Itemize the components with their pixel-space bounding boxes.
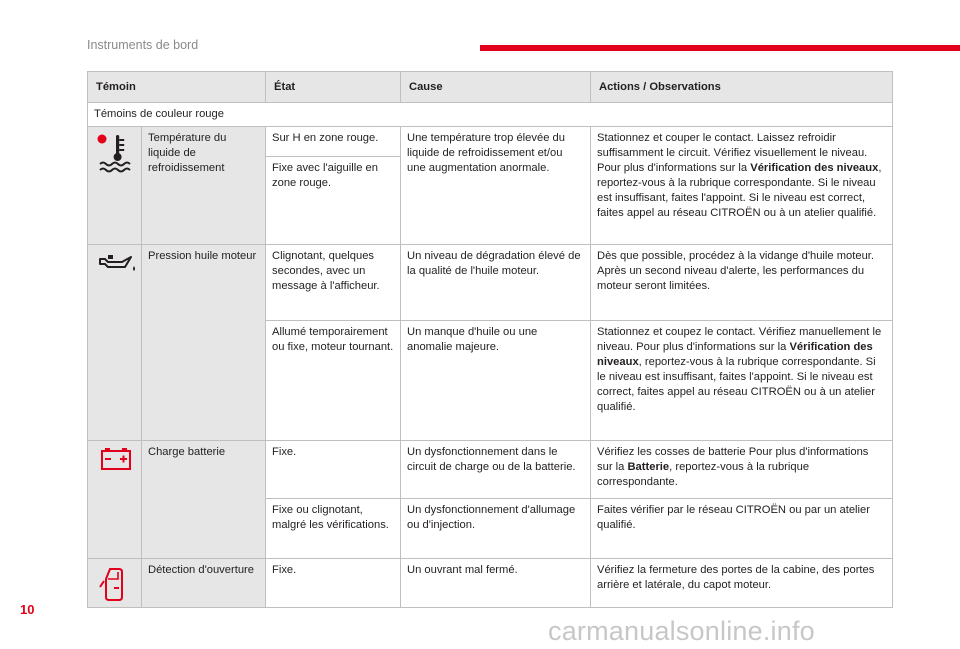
door-actions: Vérifiez la fermeture des portes de la cabine, des portes arrière et latérale, du capot moteur. [591, 559, 893, 608]
oil-state-2: Allumé temporairement ou fixe, moteur tournant. [266, 321, 401, 441]
coolant-actions [591, 127, 893, 245]
coolant-cause: Une température trop élevée du liquide de refroidissement et/ou une augmentation anormale. [401, 127, 591, 245]
coolant-name: Température du liquide de refroidissement [142, 127, 266, 245]
warning-lights-table [87, 71, 893, 608]
oil-actions-bold: Vérification des niveaux [597, 341, 873, 368]
table-row [88, 559, 893, 608]
coolant-actions-bold: Vérification des niveaux [750, 162, 879, 174]
oil-state-1: Clignotant, quelques secondes, avec un message à l'afficheur. [266, 245, 401, 321]
battery-state-2: Fixe ou clignotant, malgré les vérifications. [266, 499, 401, 559]
watermark: carmanualsonline.info [548, 616, 815, 646]
coolant-state-2: Fixe avec l'aiguille en zone rouge. [266, 157, 401, 245]
battery-cause-1: Un dysfonctionnement dans le circuit de charge ou de la batterie. [401, 441, 591, 499]
oil-cause-2: Un manque d'huile ou une anomalie majeure. [401, 321, 591, 441]
column-header-actions: Actions / Observations [591, 72, 893, 103]
battery-actions-bold: Batterie [627, 461, 670, 473]
section-row [88, 103, 893, 127]
oil-cause-1: Un niveau de dégradation élevé de la qualité de l'huile moteur. [401, 245, 591, 321]
oil-pressure-icon [88, 245, 142, 441]
door-cause: Un ouvrant mal fermé. [401, 559, 591, 608]
section-title: Témoins de couleur rouge [88, 103, 893, 127]
table-header-row [88, 72, 893, 103]
column-header-etat: État [266, 72, 401, 103]
door-name: Détection d'ouverture [142, 559, 266, 608]
page-header-title: Instruments de bord [87, 38, 199, 52]
battery-name: Charge batterie [142, 441, 266, 559]
header-accent-bar [480, 45, 960, 51]
battery-actions-1 [591, 441, 893, 499]
battery-state-1: Fixe. [266, 441, 401, 499]
oil-name: Pression huile moteur [142, 245, 266, 441]
oil-actions-text-b: , reportez-vous à la rubrique correspondante. Si le niveau est insuffisant, faites l'appoint. Si le niveau est correct, faites appel au réseau CITROËN ou à un atelier qualifié. [597, 356, 876, 413]
page-number: 10 [20, 602, 35, 617]
door-state: Fixe. [266, 559, 401, 608]
coolant-state-1: Sur H en zone rouge. [266, 127, 401, 157]
coolant-temperature-icon [88, 127, 142, 245]
door-open-icon [88, 559, 142, 608]
battery-icon [88, 441, 142, 559]
battery-actions-text-b: , reportez-vous à la rubrique correspondante. [597, 461, 810, 488]
coolant-actions-text-a: Stationnez et couper le contact. Laissez refroidir suffisamment le circuit. Vérifiez visuellement le niveau. Pour plus d'informations sur la [597, 132, 868, 174]
column-header-temoin: Témoin [88, 72, 266, 103]
table-row [88, 245, 893, 321]
oil-actions-1: Dès que possible, procédez à la vidange d'huile moteur. Après un second niveau d'alerte, les performances du moteur seront limitées. [591, 245, 893, 321]
table-row [88, 441, 893, 499]
battery-actions-text-a: Vérifiez les cosses de batterie Pour plus d'informations sur la [597, 446, 869, 473]
column-header-cause: Cause [401, 72, 591, 103]
oil-actions-text-a: Stationnez et coupez le contact. Vérifiez manuellement le niveau. Pour plus d'informations sur la [597, 326, 882, 353]
oil-actions-2 [591, 321, 893, 441]
table-row [88, 127, 893, 157]
battery-actions-2: Faites vérifier par le réseau CITROËN ou par un atelier qualifié. [591, 499, 893, 559]
battery-cause-2: Un dysfonctionnement d'allumage ou d'injection. [401, 499, 591, 559]
coolant-actions-text-b: , reportez-vous à la rubrique correspondante. Si le niveau est insuffisant, faites l'appoint. Si le niveau est correct, faites appel au réseau CITROËN ou à un atelier qualifié. [597, 162, 882, 219]
